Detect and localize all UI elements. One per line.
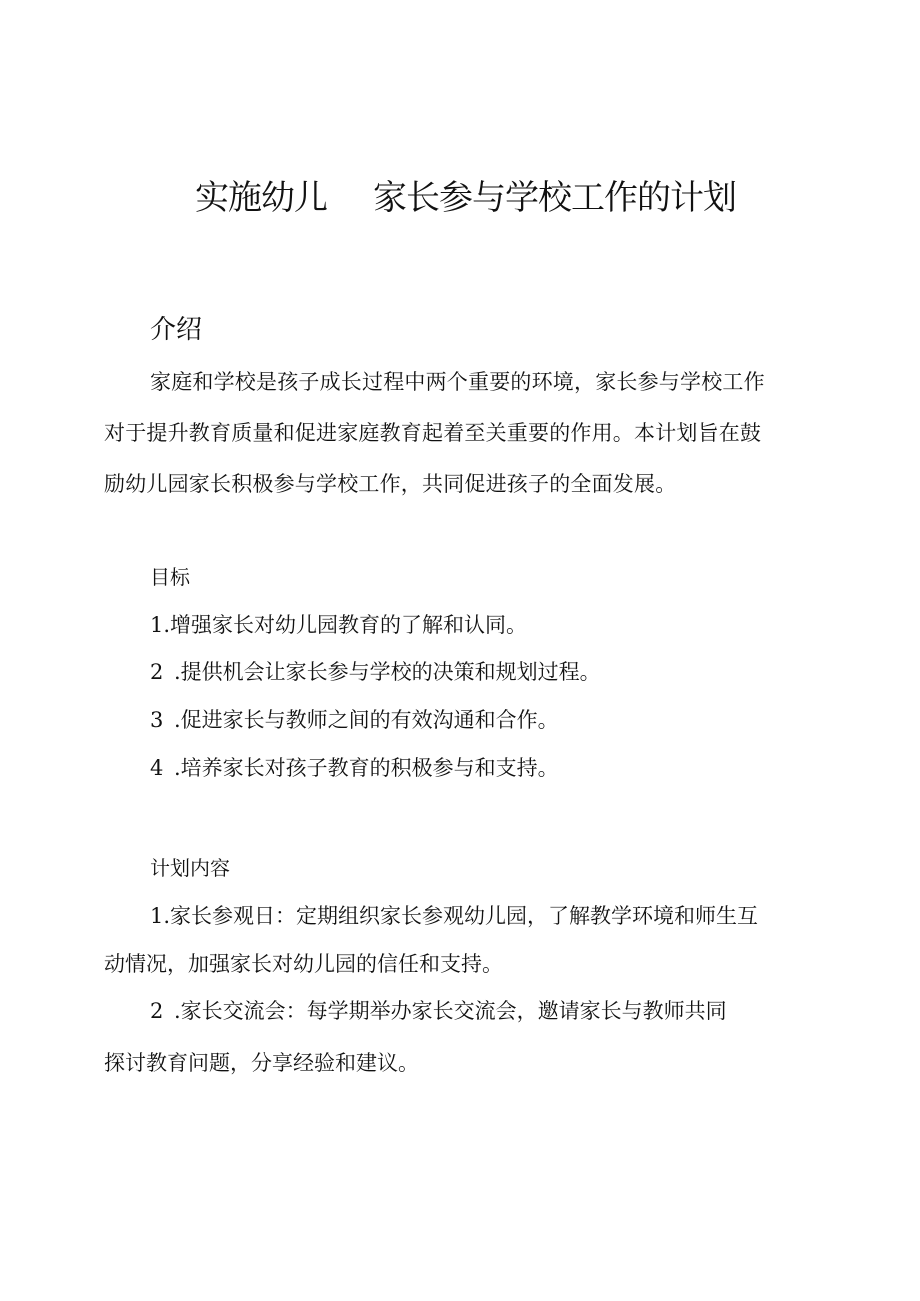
goal-number: 1.: [150, 613, 171, 637]
document-title: [0, 172, 920, 224]
plan-text: 家长参观日：定期组织家长参观幼儿园，了解教学环境和师生互: [170, 904, 759, 928]
goal-number: 2: [150, 660, 164, 684]
goals-heading: 目标: [150, 565, 190, 589]
intro-heading: 介绍: [150, 315, 203, 345]
goal-text: .促进家长与教师之间的有效沟通和合作。: [174, 708, 559, 732]
plan-item-continuation: 探讨教育问题，分享经验和建议。: [104, 1051, 419, 1075]
plan-text: .家长交流会：每学期举办家长交流会，邀请家长与教师共同: [174, 999, 727, 1023]
goal-number: 3: [150, 708, 164, 732]
intro-line: 家庭和学校是孩子成长过程中两个重要的环境，家长参与学校工作: [150, 370, 765, 394]
goal-item: [150, 610, 527, 640]
goal-item: [150, 705, 559, 735]
goal-number: 4: [150, 756, 164, 780]
goal-item: [150, 753, 559, 783]
goal-text: .培养家长对孩子教育的积极参与和支持。: [174, 756, 559, 780]
plan-item: [150, 901, 758, 931]
plan-heading: 计划内容: [150, 856, 230, 880]
plan-item-continuation: 动情况，加强家长对幼儿园的信任和支持。: [104, 952, 503, 976]
plan-number: 2: [150, 999, 164, 1023]
title-part-2: 家长参与学校工作的计划: [373, 178, 736, 218]
goal-text: 增强家长对幼儿园教育的了解和认同。: [170, 613, 528, 637]
intro-line: 对于提升教育质量和促进家庭教育起着至关重要的作用。本计划旨在鼓: [104, 421, 762, 445]
goal-item: [150, 657, 601, 687]
plan-item: [150, 996, 727, 1026]
title-part-1: 实施幼儿: [195, 178, 327, 218]
intro-paragraph: [104, 357, 820, 510]
plan-number: 1.: [150, 904, 171, 928]
goal-text: .提供机会让家长参与学校的决策和规划过程。: [174, 660, 601, 684]
intro-line: 励幼儿园家长积极参与学校工作，共同促进孩子的全面发展。: [104, 472, 677, 496]
